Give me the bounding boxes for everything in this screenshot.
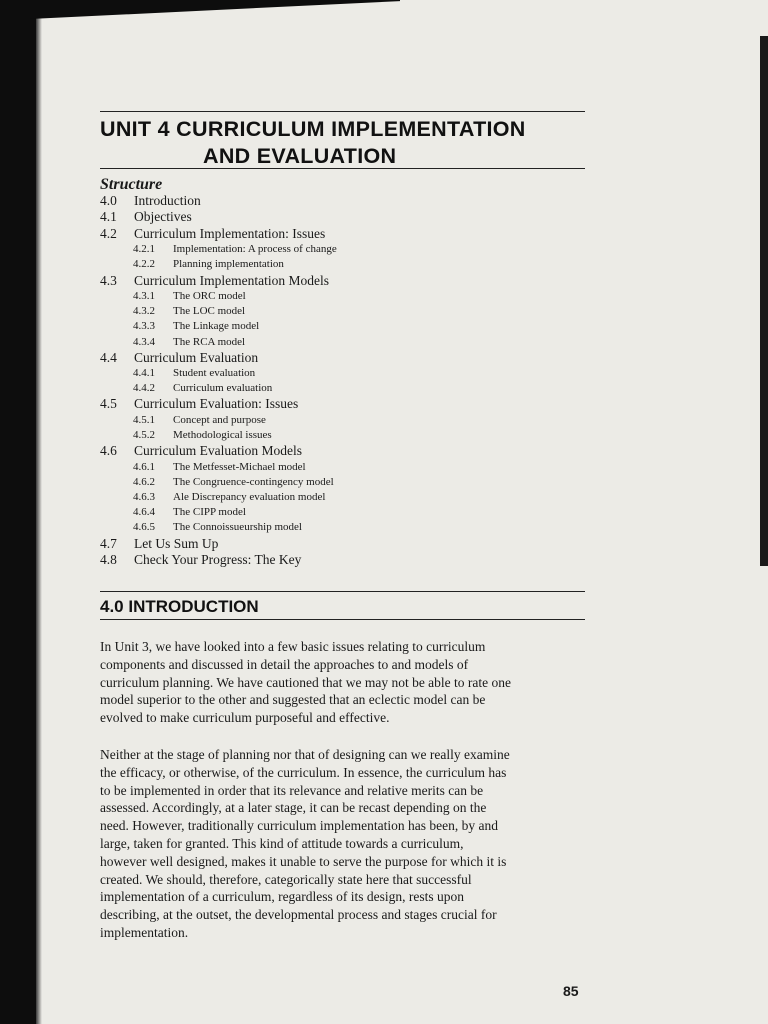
paragraph-line: In Unit 3, we have looked into a few basic issues relating to curriculum [100,639,486,654]
toc-item-text: Curriculum Evaluation: Issues [134,396,299,412]
toc-item-number: 4.5.2 [133,429,155,442]
paragraph-line: curriculum planning. We have cautioned that we may not be able to rate one [100,674,512,690]
toc-item-text: Planning implementation [173,258,284,271]
toc-item-text: Ale Discrepancy evaluation model [173,490,326,503]
toc-item-text: Concept and purpose [173,413,266,426]
toc-item-number: 4.0 [100,193,117,208]
paragraph-line: created. We should, therefore, categorically state here that successful [100,871,472,887]
toc-item-text: Check Your Progress: The Key [134,551,302,567]
toc-item-text: The RCA model [173,335,246,348]
toc-item-number: 4.6.5 [133,521,155,534]
toc-item-text: Objectives [134,209,192,225]
toc-item-text: Curriculum Evaluation [134,349,259,365]
toc-item-number: 4.2.2 [133,258,155,271]
toc-item-text: The Linkage model [173,320,260,333]
toc-subitem [100,304,580,319]
toc-item-text: Methodological issues [173,429,272,442]
toc-item [100,350,580,366]
toc-item-number: 4.3 [100,272,117,288]
toc-item-number: 4.7 [100,535,117,551]
unit-title-line1: UNIT 4 CURRICULUM IMPLEMENTATION [100,117,526,141]
toc-item [100,209,580,225]
toc-item-text: Curriculum Evaluation Models [134,443,302,459]
paragraph-line: however well designed, makes it unable to serve the purpose for which it is [100,853,507,869]
scan-right-edge [760,36,768,566]
toc-item-text: The ORC model [173,289,246,302]
toc-subitem [100,520,580,535]
toc-item-number: 4.3.3 [133,320,155,333]
toc-item-number: 4.6.4 [133,506,155,519]
toc-item-text: Let Us Sum Up [134,535,219,551]
toc-item-number: 4.1 [100,209,117,225]
paragraph-line: implementation of a curriculum, regardless of its design, rests upon [100,889,465,905]
toc-item-text: Student evaluation [173,367,256,380]
toc-item-text: Curriculum Implementation Models [134,272,329,288]
paragraph-line: components and discussed in detail the approaches to and models of [100,656,469,672]
toc-subitem [100,460,580,475]
toc-item-text: Curriculum evaluation [173,382,273,395]
toc-item-number: 4.4.1 [133,367,155,380]
toc-item-number: 4.3.4 [133,335,155,348]
toc-subitem [100,505,580,520]
toc-item-number: 4.6.3 [133,490,155,503]
toc-item-text: Introduction [134,193,201,208]
toc-item-number: 4.6.2 [133,475,155,488]
paragraph-line: Neither at the stage of planning nor that of designing can we really examine [100,747,510,762]
section-rule-top [100,591,585,592]
toc-item-text: Implementation: A process of change [173,243,337,256]
toc-item-number: 4.4 [100,349,117,365]
toc-item-text: The CIPP model [173,506,246,519]
toc-subitem [100,413,580,428]
intro-paragraph-1 [100,638,584,727]
toc-item [100,443,580,459]
toc-item-text: The LOC model [173,305,246,318]
toc-item-number: 4.2 [100,225,117,241]
toc-item-number: 4.6 [100,443,117,459]
paragraph-line: evolved to make curriculum purposeful and effective. [100,710,390,726]
toc-item [100,552,580,568]
toc-subitem [100,475,580,490]
toc-subitem [100,381,580,396]
toc-subitem [100,289,580,304]
toc-item-number: 4.5 [100,396,117,412]
paragraph-line: need. However, traditionally curriculum implementation has been, by and [100,818,498,834]
toc-subitem [100,335,580,350]
toc-item-number: 4.3.1 [133,289,155,302]
paragraph-line: assessed. Accordingly, at a later stage, it can be recast depending on the [100,800,487,816]
toc-item-number: 4.8 [100,551,117,567]
page-number: 85 [563,983,579,999]
section-rule-bottom [100,619,585,620]
toc-subitem [100,366,580,381]
scan-binding-shadow [0,0,36,1024]
toc-item [100,193,580,209]
scan-top-shadow [30,0,400,19]
title-rule-bottom [100,168,585,169]
toc-item-text: The Congruence-contingency model [173,475,334,488]
toc-item [100,396,580,412]
toc-subitem [100,257,580,272]
toc-item [100,226,580,242]
toc-subitem [100,428,580,443]
structure-heading: Structure [100,176,163,193]
unit-title [100,116,526,170]
intro-paragraph-2 [100,746,584,942]
paragraph-line: the efficacy, or otherwise, of the curriculum. In essence, the curriculum has [100,764,507,780]
toc-item-text: Curriculum Implementation: Issues [134,225,326,241]
paragraph-line: implementation. [100,924,189,940]
scan-binding-fade [36,0,42,1024]
paragraph-line: large, taken for granted. This kind of attitude towards a curriculum, [100,835,464,851]
toc-subitem [100,242,580,257]
toc-item-number: 4.6.1 [133,460,155,473]
toc-subitem [100,490,580,505]
paragraph-line: describing, at the outset, the developmental process and stages crucial for [100,907,497,923]
toc-item-text: The Metfesset-Michael model [173,460,306,473]
paragraph-line: to be implemented in order that its relevance and relative merits can be [100,782,484,798]
paragraph-line: model superior to the other and suggested that an eclectic model can be [100,692,486,708]
unit-title-line2: AND EVALUATION [203,144,397,168]
toc-item-number: 4.5.1 [133,413,155,426]
toc-subitem [100,319,580,334]
toc-item-number: 4.2.1 [133,243,155,256]
toc-item-number: 4.3.2 [133,305,155,318]
toc-item [100,536,580,552]
title-rule-top [100,111,585,112]
table-of-contents [100,193,580,568]
toc-item [100,273,580,289]
toc-item-text: The Connoissueurship model [173,521,302,534]
toc-item-number: 4.4.2 [133,382,155,395]
section-heading-introduction: 4.0 INTRODUCTION [100,597,259,616]
